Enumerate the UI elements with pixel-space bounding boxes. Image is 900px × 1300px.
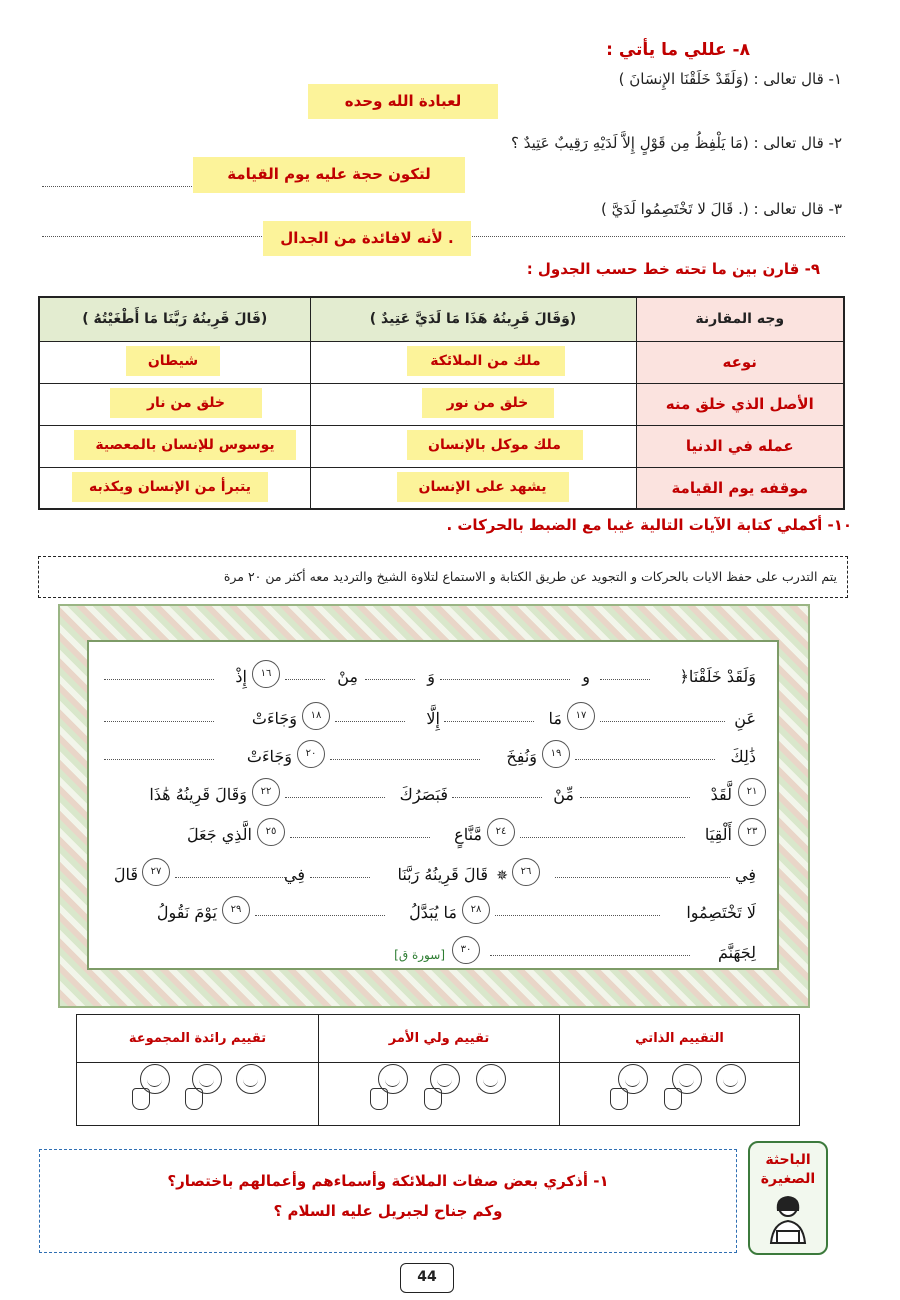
q9-title: ٩- قارن بين ما تحته خط حسب الجدول : bbox=[526, 260, 820, 278]
word: أَلْقِيَا bbox=[704, 825, 732, 844]
q8-title: ٨- عللي ما يأتي : bbox=[606, 40, 750, 60]
word: يَوْمَ نَقُولُ bbox=[156, 903, 217, 922]
comparison-row bbox=[39, 383, 844, 425]
smiley-face-icon[interactable] bbox=[236, 1064, 266, 1094]
q10-note: يتم التدرب على حفظ الايات بالحركات و التجويد عن طريق الكتابة و الاستماع لتلاوة الشيخ والترديد معه أكثر من ٢٠ مرة bbox=[38, 556, 848, 598]
blank[interactable] bbox=[255, 915, 385, 916]
eval-divider bbox=[77, 1062, 799, 1063]
star-icon: ✵ bbox=[496, 868, 508, 884]
comparison-header-verse-a: (وَقَالَ قَرِينُهُ هَذَا مَا لَدَيَّ عَتِيدٌ ) bbox=[310, 297, 636, 341]
q8-answer-3: لأنه لافائدة من الجدال . bbox=[263, 221, 471, 256]
blank[interactable] bbox=[580, 797, 690, 798]
blank[interactable] bbox=[330, 759, 480, 760]
blank[interactable] bbox=[440, 679, 570, 680]
thumb-icon bbox=[424, 1088, 442, 1110]
word: قَالَ قَرِينُهُ رَبَّنَا bbox=[397, 865, 488, 884]
badge-title-2: الصغيرة bbox=[760, 1171, 816, 1187]
word: فِي bbox=[284, 865, 305, 884]
word: مِّنْ bbox=[553, 785, 574, 804]
quran-line bbox=[98, 700, 770, 730]
researcher-question-1: ١- أذكري بعض صفات الملائكة وأسماءهم وأعمالهم باختصار؟ bbox=[167, 1172, 609, 1190]
q8-answer-2: لتكون حجة عليه يوم القيامة bbox=[193, 157, 465, 193]
q8-answer-1: لعبادة الله وحده bbox=[308, 84, 498, 119]
word: الَّذِي جَعَلَ bbox=[186, 825, 252, 844]
cell-a bbox=[310, 341, 636, 383]
cell-b bbox=[39, 383, 310, 425]
surah-name: [سورة ق] bbox=[394, 948, 445, 962]
comparison-header-verse-b: (قَالَ قَرِينُهُ رَبَّنَا مَا أَطْغَيْتُهُ ) bbox=[39, 297, 310, 341]
blank[interactable] bbox=[520, 837, 685, 838]
q10-title: ١٠- أكملي كتابة الآيات التالية غيبا مع الضبط بالحركات . bbox=[446, 516, 852, 534]
blank[interactable] bbox=[310, 877, 370, 878]
quran-line bbox=[98, 738, 770, 768]
eval-header-self: التقييم الذاتي bbox=[559, 1015, 799, 1062]
q8-item-3: ٣- قال تعالى : (. قَالَ لا تَخْتَصِمُوا لَدَيَّ ) bbox=[601, 200, 842, 218]
researcher-question-box bbox=[39, 1149, 737, 1253]
word: إِلَّا bbox=[426, 709, 440, 728]
thumb-icon bbox=[664, 1088, 682, 1110]
quran-line bbox=[98, 658, 770, 688]
word: وَنُفِخَ bbox=[506, 747, 537, 766]
word: مَا يُبَدَّلُ bbox=[409, 903, 457, 922]
blank[interactable] bbox=[290, 837, 430, 838]
blank[interactable] bbox=[495, 915, 660, 916]
ayah-number: ٢٤ bbox=[487, 818, 515, 846]
answer-b: يوسوس للإنسان بالمعصية bbox=[74, 430, 296, 460]
q8-dotline-3 bbox=[42, 236, 262, 237]
answer-a: يشهد على الإنسان bbox=[397, 472, 569, 502]
answer-b: شيطان bbox=[126, 346, 220, 376]
word: لِجَهَنَّمَ bbox=[717, 943, 756, 962]
comparison-header-row bbox=[39, 297, 844, 341]
smiley-face-icon[interactable] bbox=[716, 1064, 746, 1094]
row-label: موقفه يوم القيامة bbox=[636, 467, 844, 509]
eval-header-parent: تقييم ولي الأمر bbox=[318, 1015, 559, 1062]
blank[interactable] bbox=[104, 759, 214, 760]
word: وَجَاءَتْ bbox=[246, 747, 292, 766]
blank[interactable] bbox=[335, 721, 405, 722]
q8-dotline-2 bbox=[42, 186, 192, 187]
blank[interactable] bbox=[104, 679, 214, 680]
ayah-number: ١٦ bbox=[252, 660, 280, 688]
ayah-number: ٢٠ bbox=[297, 740, 325, 768]
word: مَّنَّاعٍ bbox=[454, 825, 482, 844]
cell-b bbox=[39, 467, 310, 509]
quran-line bbox=[98, 816, 770, 846]
thumb-icon bbox=[185, 1088, 203, 1110]
cell-b bbox=[39, 425, 310, 467]
word: فَبَصَرُكَ bbox=[399, 785, 448, 804]
blank[interactable] bbox=[104, 721, 214, 722]
comparison-row bbox=[39, 425, 844, 467]
blank[interactable] bbox=[365, 679, 415, 680]
blank[interactable] bbox=[600, 721, 725, 722]
row-label: الأصل الذي خلق منه bbox=[636, 383, 844, 425]
ayah-number: ٢٣ bbox=[738, 818, 766, 846]
page-number: 44 bbox=[400, 1263, 454, 1293]
eval-col-divider bbox=[318, 1062, 319, 1126]
quran-line bbox=[98, 856, 770, 886]
word: ﴿وَلَقَدْ خَلَقْنَا bbox=[679, 667, 756, 686]
word: قَالَ bbox=[113, 865, 138, 884]
cell-b bbox=[39, 341, 310, 383]
ayah-number: ٢٧ bbox=[142, 858, 170, 886]
answer-a: ملك موكل بالإنسان bbox=[407, 430, 583, 460]
ayah-number: ٢٨ bbox=[462, 896, 490, 924]
ayah-number: ٢٦ bbox=[512, 858, 540, 886]
thumb-icon bbox=[370, 1088, 388, 1110]
blank[interactable] bbox=[575, 759, 715, 760]
word: لَّقَدْ bbox=[710, 785, 732, 804]
word: إِذْ bbox=[235, 667, 247, 686]
ayah-number: ٢١ bbox=[738, 778, 766, 806]
blank[interactable] bbox=[555, 877, 730, 878]
word: عَنِ bbox=[734, 709, 756, 728]
q8-item-1: ١- قال تعالى : (وَلَقَدْ خَلَقْنَا الإِنسَانَ ) bbox=[618, 70, 842, 88]
word: مِنْ bbox=[337, 667, 358, 686]
ayah-number: ٢٢ bbox=[252, 778, 280, 806]
eval-col-divider bbox=[559, 1062, 560, 1126]
word: لَا تَخْتَصِمُوا bbox=[686, 903, 756, 922]
young-researcher-badge bbox=[748, 1141, 828, 1255]
q8-item-2: ٢- قال تعالى : (مَا يَلْفِظُ مِن قَوْلٍ إِلاَّ لَدَيْهِ رَقِيبٌ عَتِيدٌ ؟ bbox=[510, 134, 842, 152]
blank[interactable] bbox=[175, 877, 285, 878]
comparison-row bbox=[39, 341, 844, 383]
thumb-icon bbox=[610, 1088, 628, 1110]
answer-b: يتبرأ من الإنسان ويكذبه bbox=[72, 472, 268, 502]
quran-line bbox=[98, 776, 770, 806]
badge-title-1: الباحثة bbox=[765, 1152, 811, 1168]
word: فِي bbox=[735, 865, 756, 884]
word: وَ bbox=[427, 667, 435, 686]
thumb-icon bbox=[132, 1088, 150, 1110]
ayah-number: ٢٩ bbox=[222, 896, 250, 924]
ayah-number: ٣٠ bbox=[452, 936, 480, 964]
blank[interactable] bbox=[444, 721, 534, 722]
quran-line bbox=[98, 934, 770, 964]
blank[interactable] bbox=[600, 679, 650, 680]
answer-a: خلق من نور bbox=[422, 388, 554, 418]
blank[interactable] bbox=[490, 955, 690, 956]
researcher-girl-icon bbox=[763, 1193, 813, 1247]
row-label: نوعه bbox=[636, 341, 844, 383]
blank[interactable] bbox=[285, 679, 325, 680]
cell-a bbox=[310, 467, 636, 509]
smiley-face-icon[interactable] bbox=[476, 1064, 506, 1094]
quran-line bbox=[98, 894, 770, 924]
q8-dotline-3b bbox=[470, 236, 845, 237]
blank[interactable] bbox=[285, 797, 385, 798]
cell-a bbox=[310, 425, 636, 467]
word: و bbox=[582, 667, 590, 686]
answer-b: خلق من نار bbox=[110, 388, 262, 418]
cell-a bbox=[310, 383, 636, 425]
blank[interactable] bbox=[452, 797, 542, 798]
comparison-table bbox=[38, 296, 845, 510]
researcher-question-2: وكم جناح لجبريل عليه السلام ؟ bbox=[273, 1202, 503, 1220]
ayah-number: ١٩ bbox=[542, 740, 570, 768]
word: ذَٰلِكَ bbox=[730, 747, 756, 766]
eval-header-leader: تقييم رائدة المجموعة bbox=[128, 1031, 267, 1046]
ayah-number: ١٨ bbox=[302, 702, 330, 730]
row-label: عمله في الدنيا bbox=[636, 425, 844, 467]
comparison-header-aspect: وجه المقارنة bbox=[636, 297, 844, 341]
ayah-number: ١٧ bbox=[567, 702, 595, 730]
word: وَقَالَ قَرِينُهُ هَٰذَا bbox=[149, 785, 247, 804]
word: وَجَاءَتْ bbox=[251, 709, 297, 728]
ayah-number: ٢٥ bbox=[257, 818, 285, 846]
word: مَا bbox=[548, 709, 562, 728]
comparison-row bbox=[39, 467, 844, 509]
answer-a: ملك من الملائكة bbox=[407, 346, 565, 376]
